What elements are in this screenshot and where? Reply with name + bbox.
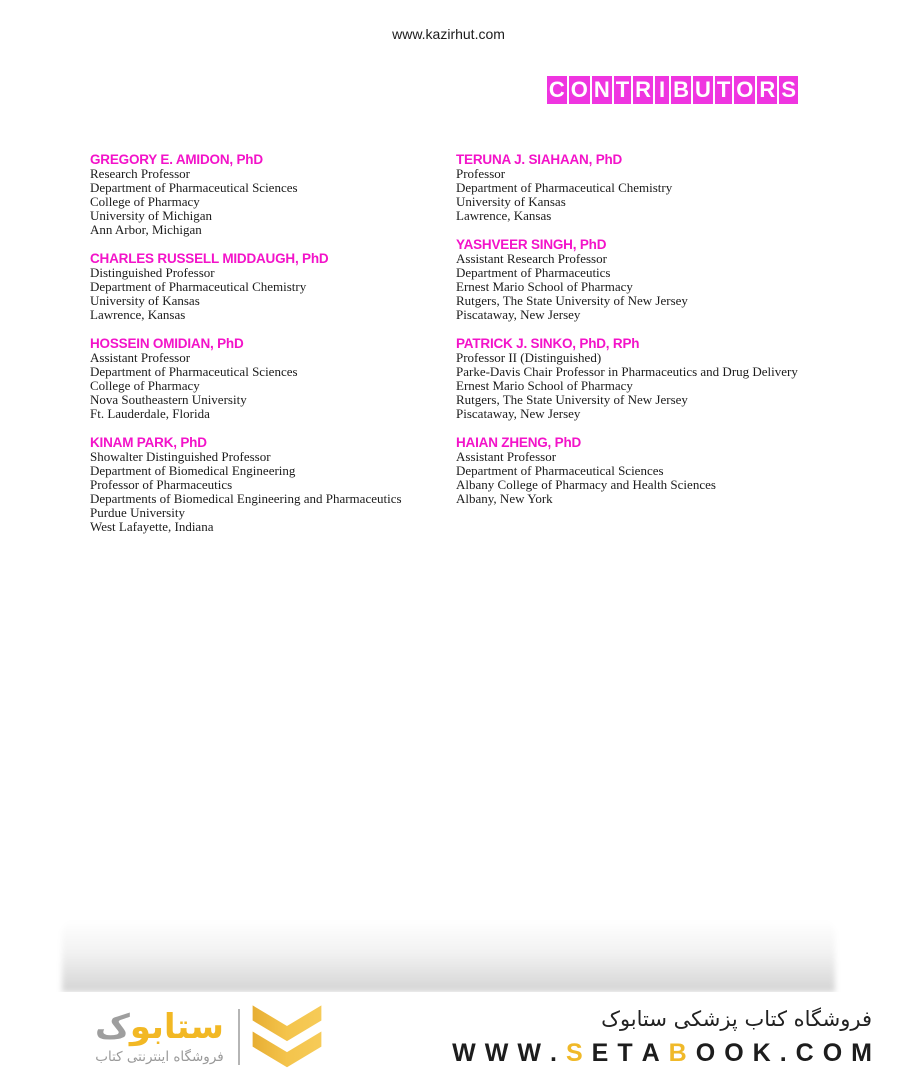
contributor-entry [456,152,816,223]
contributor-name: TERUNA J. SIAHAAN, PhD [456,152,623,167]
setabook-logo[interactable] [95,1004,322,1070]
contributor-detail-line: Professor of Pharmaceutics [90,477,233,492]
url-letter: T [617,1039,633,1067]
contributor-detail-line: Department of Pharmaceutics [456,265,611,280]
url-letter: S [565,1039,583,1067]
footer-persian-title: فروشگاه کتاب پزشکی ستابوک [601,1007,872,1031]
contributor-detail-line: Department of Pharmaceutical Sciences [456,463,664,478]
contributor-detail-line: Assistant Professor [456,449,557,464]
contributor-detail-line: Professor [456,166,506,181]
contributor-name: HOSSEIN OMIDIAN, PhD [90,336,244,351]
contributor-detail-line: Piscataway, New Jersey [456,307,581,322]
contributor-detail-line: Rutgers, The State University of New Jersey [456,293,688,308]
contributors-header-letter: R [759,77,776,102]
contributor-detail-line: University of Kansas [90,293,200,308]
contributor-detail-line: Department of Pharmaceutical Chemistry [456,180,673,195]
contributor-entry [456,237,816,322]
contributors-header-letter: T [716,77,731,102]
url-letter: W [517,1039,541,1067]
contributor-detail-line: Nova Southeastern University [90,392,247,407]
contributors-header [547,76,798,104]
logo-divider [238,1009,240,1065]
contributor-detail-line: Assistant Research Professor [456,251,607,266]
url-letter: E [591,1039,609,1067]
contributor-entry [456,336,816,421]
url-letter: M [851,1039,872,1067]
contributor-detail-line: Department of Pharmaceutical Sciences [90,180,298,195]
contributor-detail-line: College of Pharmacy [90,194,200,209]
url-letter: W [484,1039,509,1067]
contributor-detail-line: University of Kansas [456,194,566,209]
contributor-entry [90,251,450,322]
contributors-header-letter: N [593,77,610,102]
contributor-name: PATRICK J. SINKO, PhD, RPh [456,336,640,351]
contributors-header-letter: O [736,77,754,102]
footer-right-block [452,1006,872,1067]
contributor-entry [90,152,450,237]
contributors-header-letter: B [673,77,689,102]
url-letter: O [822,1039,843,1067]
contributor-detail-line: Parke-Davis Chair Professor in Pharmaceutics and Drug Delivery [456,364,798,379]
contributor-entry [90,336,450,421]
contributor-name: HAIAN ZHENG, PhD [456,435,582,450]
contributor-detail-line: Ft. Lauderdale, Florida [90,406,210,421]
contributor-detail-line: College of Pharmacy [90,378,200,393]
setabook-url[interactable] [452,1039,872,1067]
contributors-header-letter: U [694,77,711,102]
watermark-text: www.kazirhut.com [392,26,505,42]
contributor-entry [90,435,450,534]
contributor-name: YASHVEER SINGH, PhD [456,237,607,252]
contributor-entry [456,435,816,506]
contributor-detail-line: Assistant Professor [90,350,191,365]
contributor-detail-line: Lawrence, Kansas [456,208,552,223]
wordmark-yellow-part: ستابو [129,1007,224,1047]
contributors-header-letter: I [655,76,669,104]
contributor-detail-line: Professor II (Distinguished) [456,350,602,365]
contributor-name: GREGORY E. AMIDON, PhD [90,152,263,167]
contributor-detail-line: University of Michigan [90,208,213,223]
url-letter: W [452,1039,476,1067]
contributor-detail-line: Ernest Mario School of Pharmacy [456,378,633,393]
contributors-column-left [90,152,450,548]
contributor-detail-line: Research Professor [90,166,190,181]
contributor-detail-line: Distinguished Professor [90,265,215,280]
page-bottom-shadow [62,920,835,992]
contributors-header-letter: R [635,77,652,102]
contributor-detail-line: Purdue University [90,505,185,520]
contributor-detail-line: Department of Biomedical Engineering [90,463,296,478]
contributors-header-letter: C [548,77,565,102]
contributors-column-right [456,152,816,520]
contributor-detail-line: Departments of Biomedical Engineering and Pharmaceutics [90,491,402,506]
logo-tagline: فروشگاه اینترنتی کتاب [95,1049,224,1065]
contributor-detail-line: West Lafayette, Indiana [90,519,214,534]
contributor-name: KINAM PARK, PhD [90,435,207,450]
contributor-detail-line: Lawrence, Kansas [90,307,186,322]
url-letter: K [752,1039,771,1067]
contributor-name: CHARLES RUSSELL MIDDAUGH, PhD [90,251,329,266]
contributor-detail-line: Albany, New York [456,491,553,506]
contributor-detail-line: Ann Arbor, Michigan [90,222,202,237]
contributor-detail-line: Albany College of Pharmacy and Health Sciences [456,477,716,492]
url-letter: . [779,1039,787,1067]
url-letter: . [550,1039,557,1067]
wordmark-gray-part: ک [95,1007,130,1047]
contributor-detail-line: Ernest Mario School of Pharmacy [456,279,633,294]
contributors-header-letter: T [615,77,630,102]
footer [0,992,897,1080]
setabook-chevron-icon [252,1004,322,1070]
contributor-detail-line: Piscataway, New Jersey [456,406,581,421]
contributor-detail-line: Rutgers, The State University of New Jersey [456,392,688,407]
setabook-wordmark [95,1008,224,1066]
contributor-detail-line: Showalter Distinguished Professor [90,449,271,464]
url-letter: O [695,1039,716,1067]
contributors-header-letter: S [781,77,796,102]
url-letter: A [641,1039,660,1067]
contributor-detail-line: Department of Pharmaceutical Chemistry [90,279,307,294]
contributor-detail-line: Department of Pharmaceutical Sciences [90,364,298,379]
url-letter: C [795,1039,814,1067]
contributors-header-letter: O [570,77,588,102]
url-letter: B [668,1039,687,1067]
url-letter: O [724,1039,744,1067]
